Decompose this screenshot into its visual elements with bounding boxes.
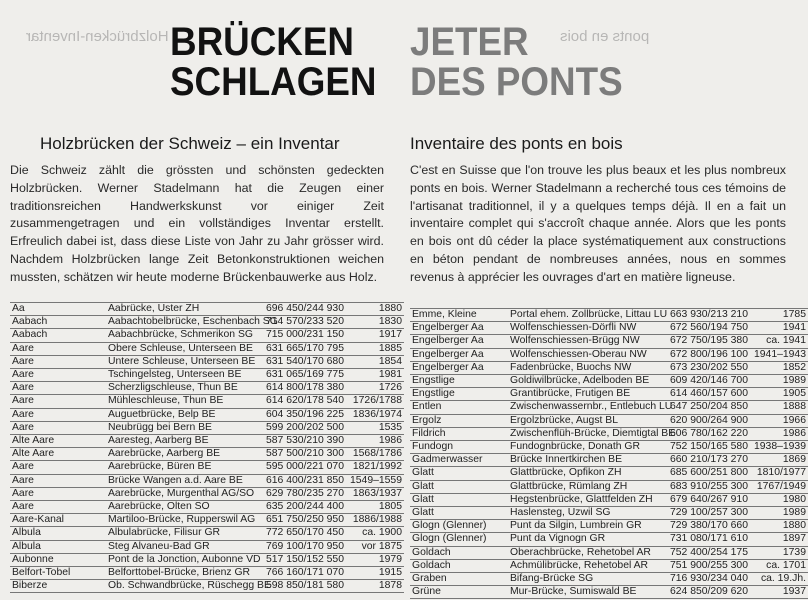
coordinates-cell: 729 380/170 660 bbox=[664, 520, 750, 533]
coordinates-cell: 631 665/170 795 bbox=[262, 342, 346, 355]
river-cell: Grüne bbox=[410, 586, 508, 599]
river-cell: Alte Aare bbox=[10, 448, 106, 461]
year-cell: 1981 bbox=[346, 369, 404, 382]
table-row bbox=[410, 480, 808, 493]
table-row bbox=[10, 461, 404, 474]
year-cell: 1568/1786 bbox=[346, 448, 404, 461]
table-row bbox=[410, 559, 808, 572]
year-cell: 1989 bbox=[750, 375, 808, 388]
bridge-cell: Fadenbrücke, Buochs NW bbox=[508, 361, 664, 374]
river-cell: Glatt bbox=[410, 480, 508, 493]
bridge-cell: Zwischenflüh-Brücke, Diemtigtal BE bbox=[510, 427, 676, 439]
coordinates-cell: 716 930/234 040 bbox=[664, 573, 750, 586]
table-row bbox=[410, 335, 808, 348]
bridge-cell: Ergolzbrücke, Augst BL bbox=[508, 414, 664, 427]
river-cell: Emme, Kleine bbox=[410, 309, 508, 322]
bridge-cell: Untere Schleuse, Unterseen BE bbox=[106, 355, 262, 368]
bridge-cell: Ob. Schwandbrücke, Rüschegg BE bbox=[108, 580, 271, 592]
table-row bbox=[410, 414, 808, 427]
table-row bbox=[410, 441, 808, 454]
river-cell: Engstlige bbox=[410, 388, 508, 401]
year-cell: 1805 bbox=[346, 501, 404, 514]
coordinates-cell: 629 780/235 270 bbox=[262, 487, 346, 500]
year-cell: 1917 bbox=[346, 329, 404, 342]
river-cell: Albula bbox=[10, 527, 106, 540]
coordinates-cell: 772 650/170 450 bbox=[262, 527, 346, 540]
river-cell: Albula bbox=[10, 540, 106, 553]
coordinates-cell: 752 150/165 580 bbox=[664, 441, 750, 454]
coordinates-cell: 715 000/231 150 bbox=[262, 329, 346, 342]
coordinates-cell: 624 850/209 620 bbox=[664, 586, 750, 599]
river-cell: Engstlige bbox=[410, 375, 508, 388]
bridge-cell: Glattbrücke, Opfikon ZH bbox=[508, 467, 664, 480]
table-row bbox=[10, 369, 404, 382]
table-row bbox=[10, 540, 404, 553]
coordinates-cell: 679 640/267 910 bbox=[664, 493, 750, 506]
river-cell: Fundogn bbox=[410, 441, 508, 454]
bridge-cell: Mur-Brücke, Sumiswald BE bbox=[508, 586, 664, 599]
coordinates-cell: 672 750/195 380 bbox=[664, 335, 750, 348]
bridge-cell: Neubrügg bei Bern BE bbox=[106, 421, 262, 434]
coordinates-cell: 614 460/157 600 bbox=[664, 388, 750, 401]
table-row bbox=[10, 316, 404, 329]
river-cell: Aare bbox=[10, 408, 106, 421]
year-cell: 1726 bbox=[346, 382, 404, 395]
year-cell: 1897 bbox=[750, 533, 808, 546]
table-row bbox=[410, 520, 808, 533]
river-cell: Aubonne bbox=[10, 553, 106, 566]
year-cell: 1885 bbox=[346, 342, 404, 355]
river-cell: Graben bbox=[410, 573, 508, 586]
table-row bbox=[10, 395, 404, 408]
subtitle-german: Holzbrücken der Schweiz – ein Inventar bbox=[40, 134, 340, 153]
table-row bbox=[10, 342, 404, 355]
coordinates-cell: 604 350/196 225 bbox=[262, 408, 346, 421]
coordinates-cell: 517 150/152 550 bbox=[262, 553, 346, 566]
bridge-cell: Steg Alvaneu-Bad GR bbox=[106, 540, 262, 553]
table-row bbox=[10, 474, 404, 487]
year-cell: 1986 bbox=[346, 435, 404, 448]
coordinates-cell: 647 250/204 850 bbox=[664, 401, 750, 414]
bridge-cell: Aarebrücke, Aarberg BE bbox=[106, 448, 262, 461]
year-cell: 1941 bbox=[750, 322, 808, 335]
bridge-cell: Obere Schleuse, Unterseen BE bbox=[106, 342, 262, 355]
bridge-cell: Aarebrücke, Murgenthal AG/SO bbox=[106, 487, 262, 500]
year-cell: 1966 bbox=[750, 414, 808, 427]
table-row bbox=[410, 546, 808, 559]
year-cell: ca. 19.Jh. bbox=[750, 573, 808, 586]
bridge-cell: Bifang-Brücke SG bbox=[508, 573, 664, 586]
year-cell: 1549–1559 bbox=[346, 474, 404, 487]
coordinates-cell: 614 620/178 540 bbox=[262, 395, 346, 408]
year-cell: ca. 1701 bbox=[750, 559, 808, 572]
river-cell: Glatt bbox=[410, 493, 508, 506]
bridge-cell: Belforttobel-Brücke, Brienz GR bbox=[106, 567, 262, 580]
river-cell: Gadmerwasser bbox=[410, 454, 508, 467]
coordinates-cell: 635 200/244 400 bbox=[262, 501, 346, 514]
coordinates-cell: 729 100/257 300 bbox=[664, 507, 750, 520]
table-row bbox=[10, 567, 404, 580]
bridge-cell: Aabrücke, Uster ZH bbox=[106, 303, 262, 316]
table-row bbox=[10, 487, 404, 500]
coordinates-cell: 631 065/169 775 bbox=[262, 369, 346, 382]
year-cell: 1980 bbox=[750, 493, 808, 506]
coordinates-cell: 616 400/231 850 bbox=[262, 474, 346, 487]
subtitle-french: Inventaire des ponts en bois bbox=[410, 134, 623, 153]
river-cell: Glatt bbox=[410, 507, 508, 520]
bridge-cell: Portal ehem. Zollbrücke, Littau LU bbox=[510, 309, 668, 320]
river-cell: Ergolz bbox=[410, 414, 508, 427]
river-cell: Entlen bbox=[410, 401, 508, 414]
coordinates-cell: 598 850/181 580 bbox=[262, 580, 346, 593]
bridge-cell: Auguetbrücke, Belp BE bbox=[106, 408, 262, 421]
bridge-cell: Brücke Innertkirchen BE bbox=[508, 454, 664, 467]
year-cell: 1878 bbox=[346, 580, 404, 593]
intro-paragraph-german: Die Schweiz zählt die grössten und schönsten gedeckten Holzbrücken. Werner Stadelmann hat die Zeugen einer traditionsreichen Handwerkskunst vor einiger Zeit zusammengetragen und ein vollständiges Inventar erstellt. Erfreulich dabei ist, dass diese Liste von Jahr zu Jahr grösser wird. Nachdem Holzbrücken lange Zeit Betonkonstruktionen weichen mussten, schätzen wir heute moderne Brückenbauwerke aus Holz. bbox=[10, 163, 384, 284]
bridge-cell: Punt da Silgin, Lumbrein GR bbox=[508, 520, 664, 533]
bridge-cell: Albulabrücke, Filisur GR bbox=[106, 527, 262, 540]
bridge-cell: Aabachtobelbrücke, Eschenbach SG bbox=[108, 316, 278, 328]
bleed-through-text-left: Holzbrücken-Inventar bbox=[26, 28, 169, 45]
coordinates-cell: 672 800/196 100 bbox=[664, 348, 750, 361]
table-row bbox=[10, 501, 404, 514]
coordinates-cell: 752 400/254 175 bbox=[664, 546, 750, 559]
year-cell: 1986 bbox=[750, 427, 808, 440]
year-cell: 1869 bbox=[750, 454, 808, 467]
table-row bbox=[410, 309, 808, 322]
year-cell: 1785 bbox=[750, 309, 808, 322]
bridge-cell: Hegstenbrücke, Glattfelden ZH bbox=[508, 493, 664, 506]
year-cell: 1535 bbox=[346, 421, 404, 434]
title-german-line-2: SCHLAGEN bbox=[170, 60, 377, 104]
year-cell: 1821/1992 bbox=[346, 461, 404, 474]
title-french-line-2: DES PONTS bbox=[410, 60, 623, 104]
year-cell: ca. 1900 bbox=[346, 527, 404, 540]
river-cell: Aare bbox=[10, 421, 106, 434]
river-cell: Engelberger Aa bbox=[410, 348, 508, 361]
table-row bbox=[410, 493, 808, 506]
title-french bbox=[410, 22, 623, 102]
river-cell: Goldach bbox=[410, 559, 508, 572]
coordinates-cell: 620 900/264 900 bbox=[664, 414, 750, 427]
bridge-cell: Mühleschleuse, Thun BE bbox=[106, 395, 262, 408]
year-cell: 1880 bbox=[750, 520, 808, 533]
year-cell: 1836/1974 bbox=[346, 408, 404, 421]
inventory-table-right bbox=[410, 308, 808, 599]
coordinates-cell: 631 540/170 680 bbox=[262, 355, 346, 368]
inventory-table-left bbox=[10, 302, 404, 593]
table-row bbox=[10, 355, 404, 368]
year-cell: 1880 bbox=[346, 303, 404, 316]
bridge-cell: Haslensteg, Uzwil SG bbox=[508, 507, 664, 520]
coordinates-cell: 587 500/210 300 bbox=[262, 448, 346, 461]
table-row bbox=[10, 303, 404, 316]
river-cell: Glogn (Glenner) bbox=[410, 533, 508, 546]
bridge-cell: Martiloo-Brücke, Rupperswil AG bbox=[106, 514, 262, 527]
coordinates-cell: 606 780/162 220 bbox=[664, 427, 750, 440]
year-cell: 1979 bbox=[346, 553, 404, 566]
bridge-cell: Oberachbrücke, Rehetobel AR bbox=[508, 546, 664, 559]
coordinates-cell: 696 450/244 930 bbox=[262, 303, 346, 316]
river-cell: Aare bbox=[10, 355, 106, 368]
coordinates-cell: 663 930/213 210 bbox=[664, 309, 750, 322]
bridge-cell: Aabachbrücke, Schmerikon SG bbox=[106, 329, 262, 342]
bridge-cell: Scherzligschleuse, Thun BE bbox=[106, 382, 262, 395]
table-row bbox=[410, 467, 808, 480]
title-german bbox=[170, 22, 376, 102]
coordinates-cell: 766 160/171 070 bbox=[262, 567, 346, 580]
river-cell: Glogn (Glenner) bbox=[410, 520, 508, 533]
year-cell: 1830 bbox=[346, 316, 404, 329]
coordinates-cell: 599 200/202 500 bbox=[262, 421, 346, 434]
table-row bbox=[410, 454, 808, 467]
table-row bbox=[10, 329, 404, 342]
table-row bbox=[410, 401, 808, 414]
bridge-cell: Achmülibrücke, Rehetobel AR bbox=[508, 559, 664, 572]
river-cell: Aare bbox=[10, 382, 106, 395]
title-german-line-1: BRÜCKEN bbox=[170, 20, 354, 64]
river-cell: Glatt bbox=[410, 467, 508, 480]
bridge-cell: Aarebrücke, Büren BE bbox=[106, 461, 262, 474]
table-row bbox=[410, 586, 808, 599]
river-cell: Engelberger Aa bbox=[410, 335, 508, 348]
year-cell: 1726/1788 bbox=[346, 395, 404, 408]
bridge-cell: Wolfenschiessen-Oberau NW bbox=[508, 348, 664, 361]
coordinates-cell: 614 800/178 380 bbox=[262, 382, 346, 395]
year-cell: 1863/1937 bbox=[346, 487, 404, 500]
year-cell: 1854 bbox=[346, 355, 404, 368]
river-cell: Aare bbox=[10, 369, 106, 382]
table-row bbox=[10, 553, 404, 566]
river-cell: Aare-Kanal bbox=[10, 514, 106, 527]
river-cell: Aabach bbox=[10, 329, 106, 342]
table-row bbox=[410, 322, 808, 335]
year-cell: 1915 bbox=[346, 567, 404, 580]
coordinates-cell: 751 900/255 300 bbox=[664, 559, 750, 572]
table-row bbox=[410, 533, 808, 546]
year-cell: 1810/1977 bbox=[750, 467, 808, 480]
year-cell: 1886/1988 bbox=[346, 514, 404, 527]
river-cell: Aare bbox=[10, 342, 106, 355]
bridge-cell: Punt da Vignogn GR bbox=[508, 533, 664, 546]
table-row bbox=[10, 421, 404, 434]
coordinates-cell: 685 600/251 800 bbox=[664, 467, 750, 480]
year-cell: ca. 1941 bbox=[750, 335, 808, 348]
table-row bbox=[10, 514, 404, 527]
table-row bbox=[410, 427, 808, 440]
bridge-cell: Tschingelsteg, Unterseen BE bbox=[106, 369, 262, 382]
river-cell: Aare bbox=[10, 461, 106, 474]
coordinates-cell: 672 560/194 750 bbox=[664, 322, 750, 335]
coordinates-cell: 651 750/250 950 bbox=[262, 514, 346, 527]
intro-paragraph-french: C'est en Suisse que l'on trouve les plus beaux et les plus nombreux ponts en bois. Werner Stadelmann a recherché tous ces témoins de l'artisanat traditionnel, il y a quelques temps déjà. Il en a fait un inventaire complet qui s'accroît chaque année. Alors que les ponts en bois ont dû céder la place systématiquement aux constructions en béton pendant de nombreuses années, nous en sommes revenus à apprécier les ouvrages d'art en matière ligneuse. bbox=[410, 163, 786, 284]
coordinates-cell: 587 530/210 390 bbox=[262, 435, 346, 448]
river-cell: Aare bbox=[10, 474, 106, 487]
river-cell: Alte Aare bbox=[10, 435, 106, 448]
year-cell: 1767/1949 bbox=[750, 480, 808, 493]
year-cell: 1739 bbox=[750, 546, 808, 559]
coordinates-cell: 683 910/255 300 bbox=[664, 480, 750, 493]
bleed-through-text-right: ponts en bois bbox=[560, 28, 650, 45]
table-row bbox=[410, 375, 808, 388]
table-row bbox=[10, 527, 404, 540]
bridge-cell: Fundognbrücke, Donath GR bbox=[508, 441, 664, 454]
year-cell: 1937 bbox=[750, 586, 808, 599]
bridge-cell: Aaresteg, Aarberg BE bbox=[106, 435, 262, 448]
year-cell: 1989 bbox=[750, 507, 808, 520]
coordinates-cell: 769 100/170 950 bbox=[262, 540, 346, 553]
river-cell: Engelberger Aa bbox=[410, 322, 508, 335]
river-cell: Belfort-Tobel bbox=[10, 567, 106, 580]
bridge-cell: Zwischenwassernbr., Entlebuch LU bbox=[510, 401, 673, 413]
bridge-cell: Brücke Wangen a.d. Aare BE bbox=[106, 474, 262, 487]
river-cell: Aare bbox=[10, 395, 106, 408]
bridge-cell: Grantibrücke, Frutigen BE bbox=[508, 388, 664, 401]
coordinates-cell: 731 080/171 610 bbox=[664, 533, 750, 546]
river-cell: Engelberger Aa bbox=[410, 361, 508, 374]
table-row bbox=[410, 361, 808, 374]
coordinates-cell: 595 000/221 070 bbox=[262, 461, 346, 474]
coordinates-cell: 609 420/146 700 bbox=[664, 375, 750, 388]
year-cell: 1888 bbox=[750, 401, 808, 414]
table-row bbox=[10, 408, 404, 421]
bridge-cell: Glattbrücke, Rümlang ZH bbox=[508, 480, 664, 493]
bridge-cell: Goldiwilbrücke, Adelboden BE bbox=[508, 375, 664, 388]
river-cell: Goldach bbox=[410, 546, 508, 559]
river-cell: Aabach bbox=[10, 316, 106, 329]
bridge-cell: Pont de la Jonction, Aubonne VD bbox=[108, 553, 261, 565]
bridge-cell: Aarebrücke, Olten SO bbox=[106, 501, 262, 514]
coordinates-cell: 714 570/233 520 bbox=[262, 316, 346, 329]
bridge-cell: Wolfenschiessen-Brügg NW bbox=[508, 335, 664, 348]
coordinates-cell: 673 230/202 550 bbox=[664, 361, 750, 374]
table-row bbox=[410, 507, 808, 520]
river-cell: Aare bbox=[10, 501, 106, 514]
table-row bbox=[410, 388, 808, 401]
coordinates-cell: 660 210/173 270 bbox=[664, 454, 750, 467]
year-cell: vor 1875 bbox=[346, 540, 404, 553]
table-row bbox=[10, 580, 404, 593]
title-french-line-1: JETER bbox=[410, 20, 529, 64]
river-cell: Fildrich bbox=[410, 427, 508, 440]
year-cell: 1938–1939 bbox=[750, 441, 808, 454]
year-cell: 1941–1943 bbox=[750, 348, 808, 361]
bridge-cell: Wolfenschiessen-Dörfli NW bbox=[508, 322, 664, 335]
river-cell: Biberze bbox=[10, 580, 106, 593]
table-row bbox=[10, 435, 404, 448]
table-row bbox=[10, 448, 404, 461]
year-cell: 1905 bbox=[750, 388, 808, 401]
year-cell: 1852 bbox=[750, 361, 808, 374]
table-row bbox=[410, 573, 808, 586]
river-cell: Aa bbox=[10, 303, 106, 316]
river-cell: Aare bbox=[10, 487, 106, 500]
table-row bbox=[10, 382, 404, 395]
table-row bbox=[410, 348, 808, 361]
